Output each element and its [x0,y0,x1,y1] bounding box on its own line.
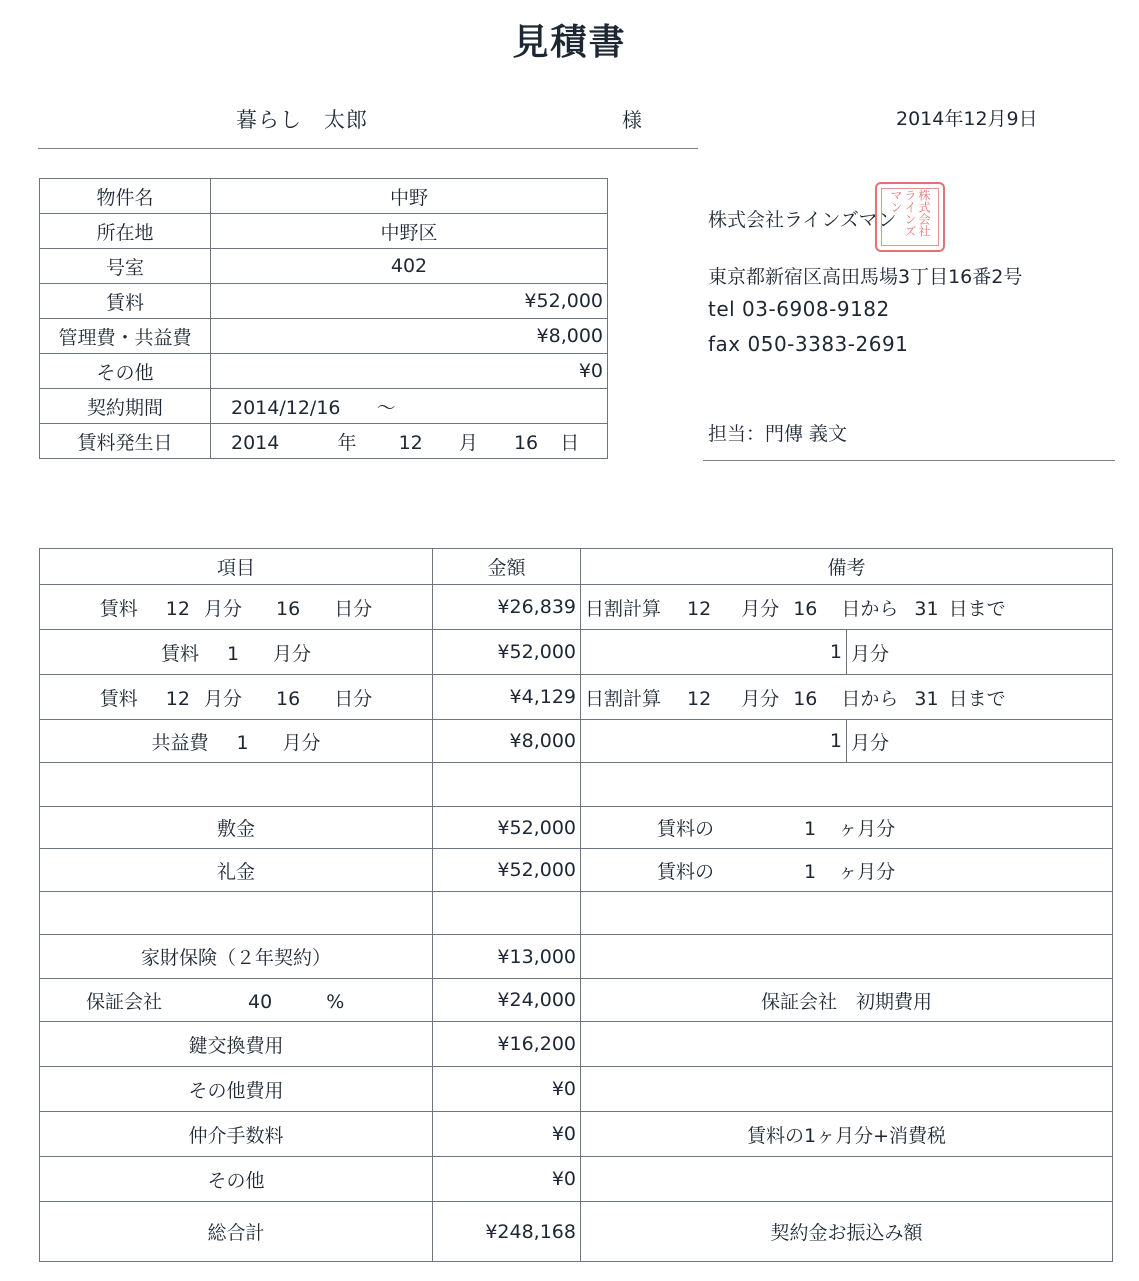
header-amount: 金額 [433,549,581,585]
row-deposit [40,807,1113,849]
property-location-value: 中野区 [211,214,608,249]
row4-item-a: 共益費 [151,731,209,754]
property-row-mgmt [40,319,608,354]
key-change-item: 鍵交換費用 [40,1022,433,1067]
company-seal-text: 株式会社ラインズマン [881,188,939,246]
row-total [40,1202,1113,1262]
property-location-label: 所在地 [40,214,211,249]
row3-note-e: 日から [841,687,899,710]
total-item: 総合計 [40,1202,433,1262]
company-fax: fax 050-3383-2691 [708,332,909,356]
row4-note-unit: 月分 [847,720,1113,763]
property-start-label: 賃料発生日 [40,424,211,459]
row-key-change [40,1022,1113,1067]
property-row-other [40,354,608,389]
key-change-note [581,1022,1113,1067]
row-common-fee [40,720,1113,763]
insurance-note [581,935,1113,979]
deposit-amount: ¥52,000 [433,807,581,849]
property-rent-value: ¥52,000 [211,284,608,319]
row-rent-prorated-2 [40,675,1113,720]
deposit-note-b: 1 [804,818,817,840]
key-money-note-b: 1 [804,860,817,883]
row2-note-unit: 月分 [847,630,1113,675]
row2-item-a: 賃料 [160,642,199,665]
row-empty-2 [40,892,1113,935]
row3-item-b: 12 [165,687,190,710]
row-key-money [40,849,1113,892]
other-cost-item: その他費用 [40,1067,433,1112]
row4-note-num: 1 [581,720,847,763]
row2-amount: ¥52,000 [433,630,581,675]
insurance-item: 家財保険（２年契約） [40,935,433,979]
company-staff: 担当：門傳 義文 [708,423,848,445]
row4-amount: ¥8,000 [433,720,581,763]
row3-note-a: 日割計算 [585,687,662,710]
row-brokerage [40,1112,1113,1157]
estimate-table [39,548,1113,1262]
customer-underline [38,148,698,149]
row3-note-b: 12 [687,687,712,710]
guarantee-amount: ¥24,000 [433,979,581,1022]
property-table [39,178,608,459]
property-term-cell [211,389,608,424]
estimate-header-row [40,549,1113,585]
property-term-tilde: ～ [376,396,396,419]
empty-cell [581,763,1113,807]
row1-item-e: 日分 [334,597,373,620]
key-money-note-a: 賃料の [657,860,715,883]
deposit-note-c: ヶ月分 [838,818,896,840]
guarantee-item-a: 保証会社 [86,990,163,1013]
property-row-name [40,179,608,214]
brokerage-amount: ¥0 [433,1112,581,1157]
row4-item-c: 月分 [282,731,321,754]
row3-item-e: 日分 [334,687,373,710]
row-other [40,1157,1113,1202]
property-room-label: 号室 [40,249,211,284]
property-mgmt-value: ¥8,000 [211,319,608,354]
issue-date: 2014年12月9日 [896,108,1038,130]
other-cost-note [581,1067,1113,1112]
property-row-location [40,214,608,249]
total-note: 契約金お振込み額 [581,1202,1113,1262]
start-day-unit: 日 [560,431,580,454]
empty-cell [40,763,433,807]
page-title: 見積書 [512,22,627,63]
row3-note [581,675,1113,720]
row3-note-d: 16 [793,687,818,710]
empty-cell [433,892,581,935]
row1-note-b: 12 [687,597,712,620]
row3-item-d: 16 [276,687,301,710]
brokerage-note: 賃料の1ヶ月分+消費税 [581,1112,1113,1157]
header-note: 備考 [581,549,1113,585]
row-guarantee [40,979,1113,1022]
insurance-amount: ¥13,000 [433,935,581,979]
row-rent-prorated-1 [40,585,1113,630]
property-row-term [40,389,608,424]
property-mgmt-label: 管理費・共益費 [40,319,211,354]
row3-note-f: 31 [914,687,939,710]
row3-note-g: 日まで [948,687,1006,710]
row-other-cost [40,1067,1113,1112]
row-empty-1 [40,763,1113,807]
row1-note-c: 月分 [741,597,780,620]
property-row-start [40,424,608,459]
row1-note-f: 31 [914,597,939,620]
row1-note [581,585,1113,630]
deposit-item: 敷金 [40,807,433,849]
guarantee-item-b: 40 [248,990,273,1013]
key-money-note [581,849,1113,892]
property-name-label: 物件名 [40,179,211,214]
row4-item [40,720,433,763]
row3-amount: ¥4,129 [433,675,581,720]
row2-item [40,630,433,675]
guarantee-item [40,979,433,1022]
property-term-label: 契約期間 [40,389,211,424]
row1-amount: ¥26,839 [433,585,581,630]
guarantee-item-c: % [326,990,345,1013]
property-room-value: 402 [211,249,608,284]
key-money-item: 礼金 [40,849,433,892]
customer-honorific: 様 [622,108,642,132]
property-row-room [40,249,608,284]
row2-item-b: 1 [226,642,240,665]
header-item: 項目 [40,549,433,585]
property-term-value: 2014/12/16 [231,396,341,419]
property-rent-label: 賃料 [40,284,211,319]
staff-underline [703,460,1115,461]
row3-item [40,675,433,720]
total-amount: ¥248,168 [433,1202,581,1262]
start-month-unit: 月 [458,431,478,454]
row3-note-c: 月分 [741,687,780,710]
start-year-unit: 年 [337,431,357,454]
row1-note-a: 日割計算 [585,597,662,620]
company-tel: tel 03-6908-9182 [708,297,890,321]
row4-item-b: 1 [236,731,249,754]
empty-cell [40,892,433,935]
row2-item-c: 月分 [273,642,312,665]
deposit-note [581,807,1113,849]
company-seal-stamp [875,182,945,252]
customer-name: 暮らし 太郎 [236,108,368,132]
other-item: その他 [40,1157,433,1202]
key-change-amount: ¥16,200 [433,1022,581,1067]
row1-note-e: 日から [841,597,899,620]
row-insurance [40,935,1113,979]
guarantee-note: 保証会社 初期費用 [581,979,1113,1022]
brokerage-item: 仲介手数料 [40,1112,433,1157]
row3-item-c: 月分 [203,687,242,710]
company-address: 東京都新宿区高田馬場3丁目16番2号 [708,266,1023,288]
row1-item-d: 16 [276,597,301,620]
key-money-amount: ¥52,000 [433,849,581,892]
row1-item-a: 賃料 [99,597,138,620]
row1-note-g: 日まで [948,597,1006,620]
key-money-note-c: ヶ月分 [838,860,896,883]
property-other-value: ¥0 [211,354,608,389]
start-year: 2014 [231,431,280,454]
other-note [581,1157,1113,1202]
empty-cell [581,892,1113,935]
start-day: 16 [513,431,539,454]
company-name: 株式会社ラインズマン [708,209,897,231]
row3-item-a: 賃料 [99,687,138,710]
row1-note-d: 16 [793,597,818,620]
row1-item-c: 月分 [203,597,242,620]
empty-cell [433,763,581,807]
row1-item-b: 12 [165,597,190,620]
deposit-note-a: 賃料の [657,818,715,840]
property-row-rent [40,284,608,319]
row2-note-num: 1 [581,630,847,675]
property-name-value: 中野 [211,179,608,214]
other-cost-amount: ¥0 [433,1067,581,1112]
row1-item [40,585,433,630]
start-month: 12 [398,431,423,454]
row-rent-month [40,630,1113,675]
property-other-label: その他 [40,354,211,389]
property-start-cell [211,424,608,459]
other-amount: ¥0 [433,1157,581,1202]
